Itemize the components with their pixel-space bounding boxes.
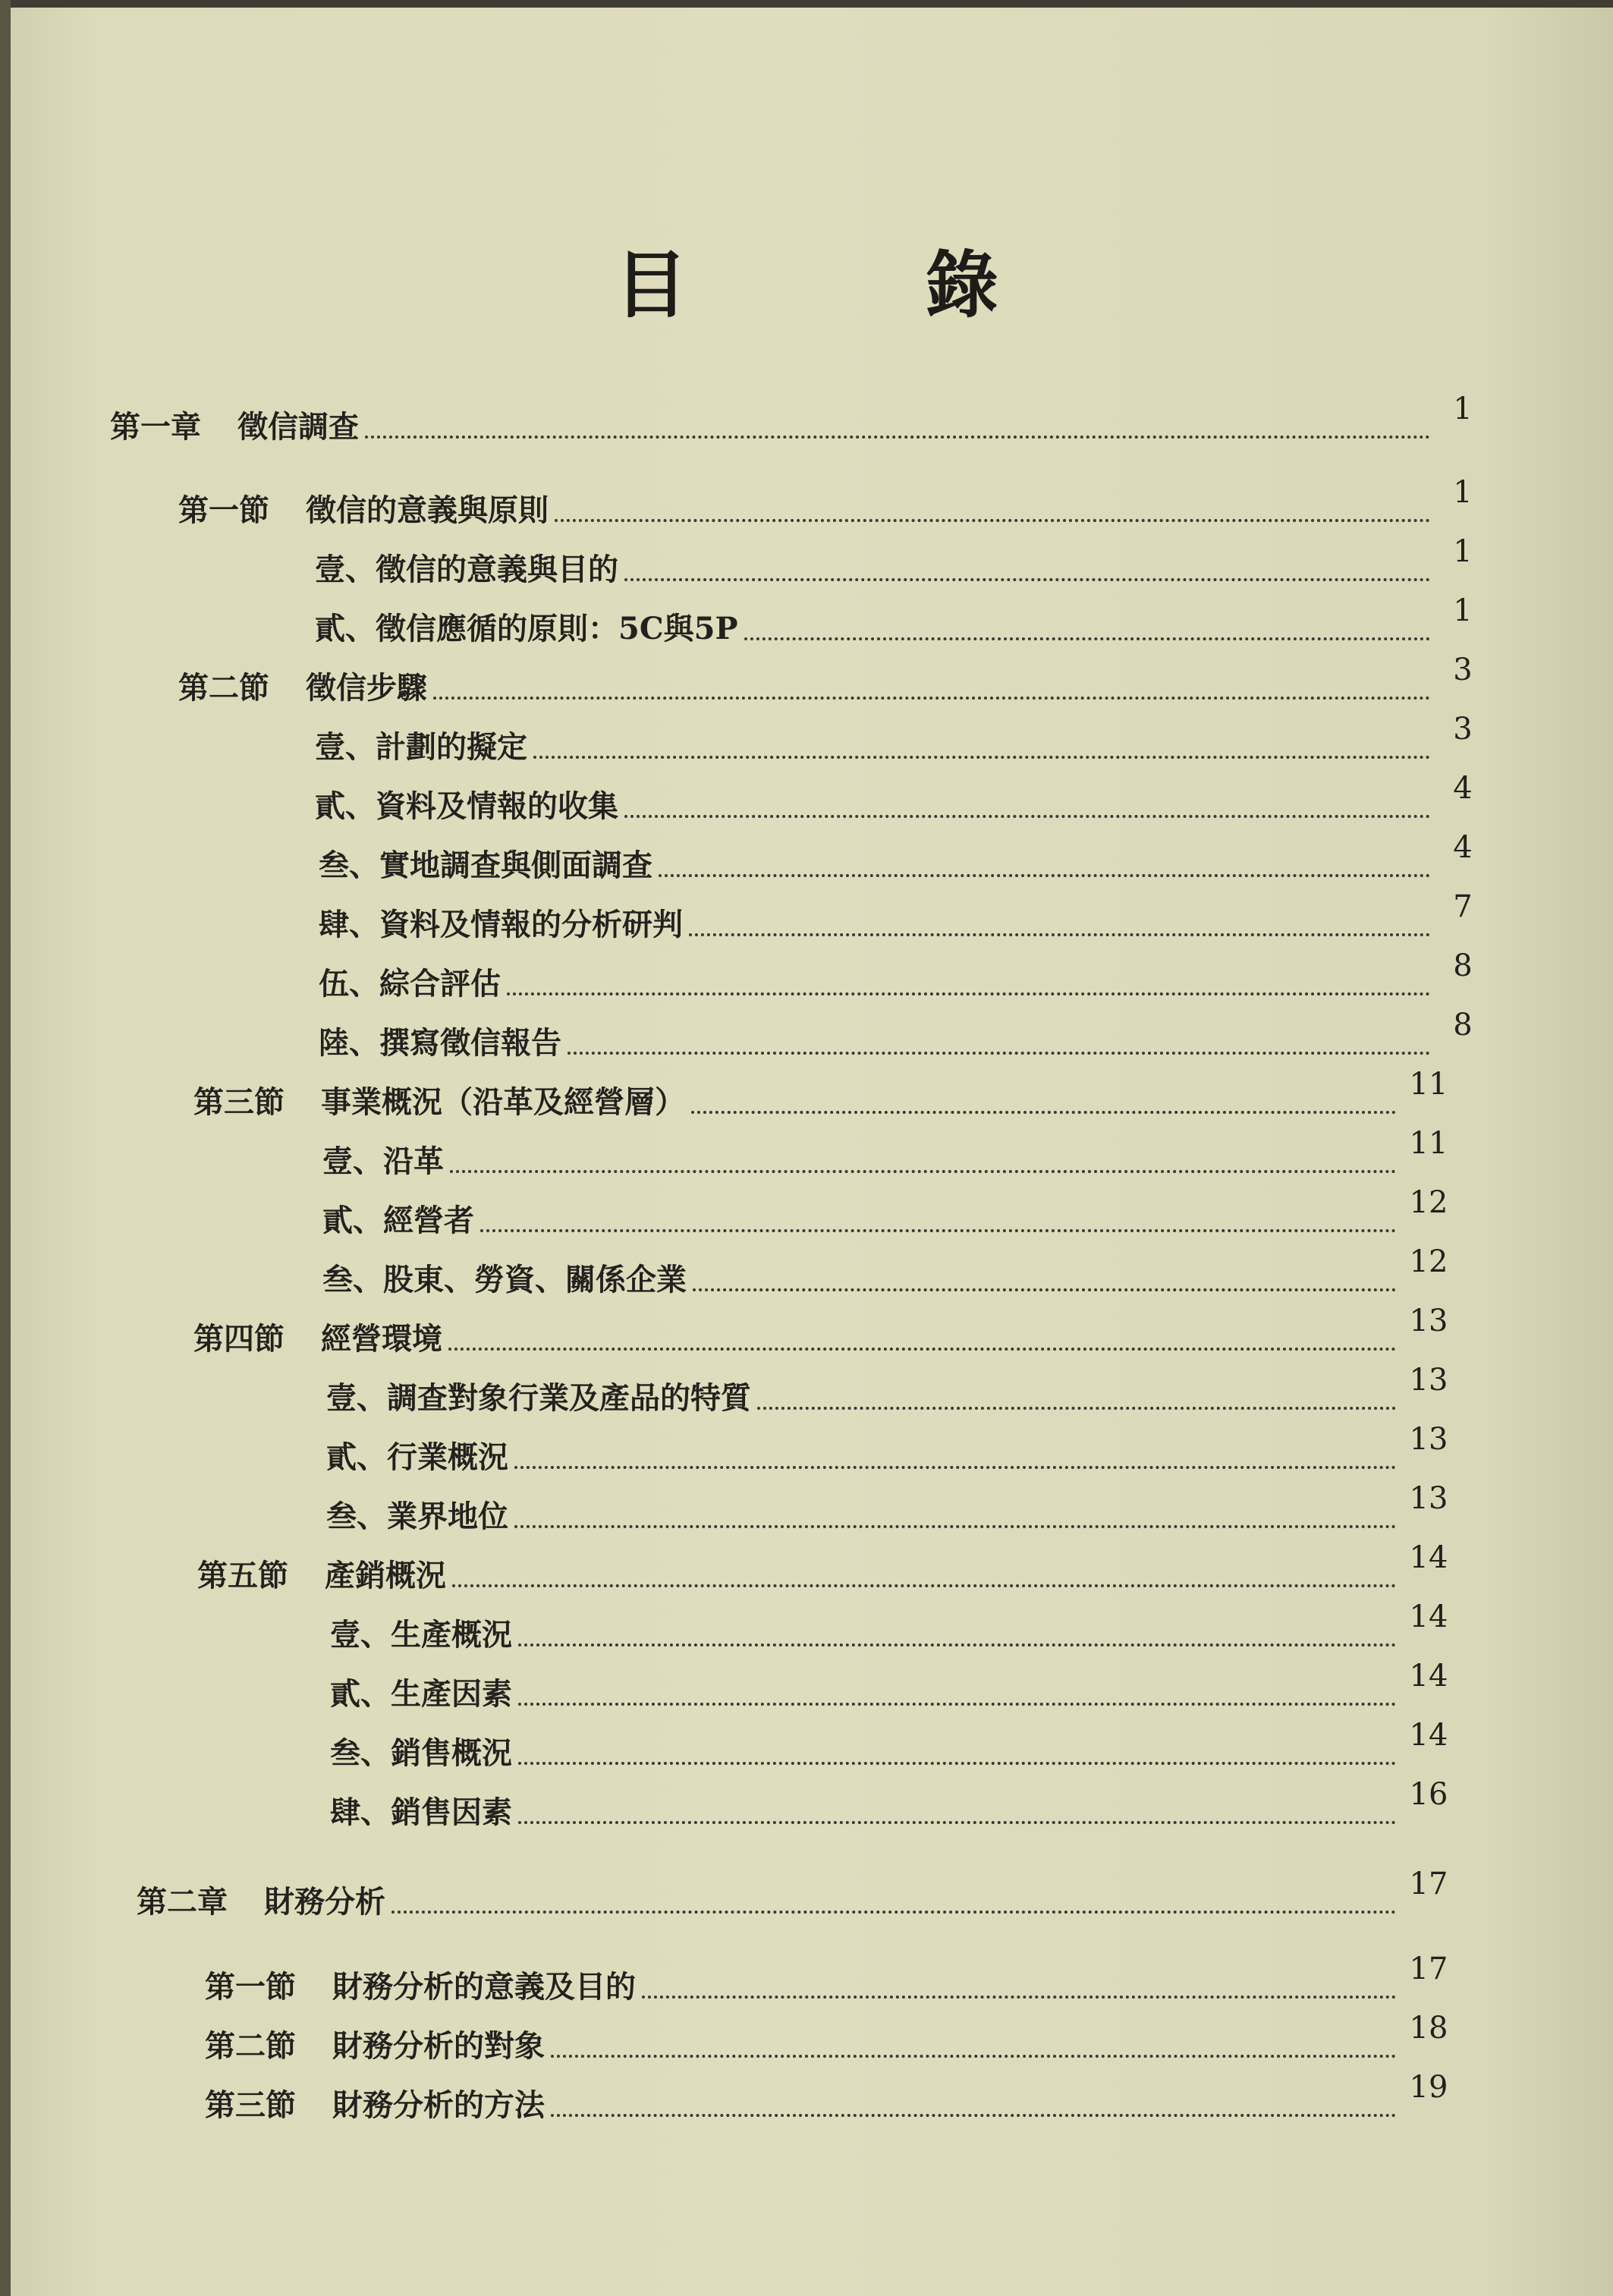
toc-row — [197, 1540, 1448, 1604]
dotted-leader — [551, 2114, 1396, 2117]
toc-row — [330, 1659, 1448, 1722]
toc-entry-title — [319, 967, 501, 1002]
page-number: 13 — [1409, 1363, 1448, 1398]
dotted-leader — [533, 756, 1430, 759]
toc-entry-text: 貳、經營者 — [322, 1203, 474, 1238]
dotted-leader — [757, 1407, 1396, 1410]
dotted-leader — [450, 1170, 1396, 1173]
toc-row — [315, 534, 1473, 598]
toc-entry-text: 肆、銷售因素 — [330, 1794, 512, 1830]
page-number: 13 — [1409, 1422, 1448, 1457]
dotted-leader — [518, 1643, 1396, 1647]
toc-row — [326, 1363, 1448, 1426]
page-number: 8 — [1453, 948, 1473, 983]
page-number: 1 — [1453, 475, 1473, 510]
toc-entry-title — [178, 671, 427, 706]
page-number: 12 — [1409, 1185, 1448, 1220]
toc-entry-title — [330, 1677, 512, 1712]
toc-row — [322, 1244, 1448, 1308]
dotted-leader — [693, 1288, 1396, 1291]
page-number: 4 — [1453, 830, 1473, 865]
dotted-leader — [659, 874, 1430, 877]
toc-entry-text: 徵信步驟 — [306, 670, 427, 706]
toc-row — [319, 889, 1473, 953]
page-number: 13 — [1409, 1481, 1448, 1516]
section-number: 第二節 — [178, 670, 269, 706]
toc-entry-text: 壹、計劃的擬定 — [315, 729, 527, 765]
toc-entry-title — [315, 612, 738, 646]
toc-entry-text: 陸、撰寫徵信報告 — [319, 1025, 561, 1061]
toc-entry-text: 產銷概況 — [325, 1558, 446, 1593]
section-number: 第二節 — [205, 2028, 296, 2064]
dotted-leader — [624, 815, 1430, 818]
scan-edge-left — [0, 0, 11, 2296]
scan-edge-top — [0, 0, 1613, 8]
section-number: 第五節 — [197, 1558, 288, 1593]
toc-row — [205, 2070, 1448, 2134]
toc-entry-title — [193, 1322, 442, 1357]
dotted-leader — [448, 1348, 1396, 1351]
toc-entry-title — [322, 1144, 444, 1179]
toc-entry-title — [322, 1203, 474, 1238]
toc-entry-title — [315, 730, 527, 765]
dotted-leader — [691, 1111, 1396, 1114]
section-number: 第一節 — [205, 1969, 296, 2005]
toc-entry-title — [315, 789, 618, 824]
toc-row — [193, 1067, 1448, 1131]
dotted-leader — [555, 519, 1430, 522]
toc-entry-title — [205, 1970, 636, 2005]
toc-row — [205, 2011, 1448, 2074]
toc-entry-text: 壹、生產概況 — [330, 1617, 512, 1653]
section-number: 第三節 — [193, 1084, 285, 1120]
page-number: 12 — [1409, 1244, 1448, 1279]
toc-row — [319, 830, 1473, 894]
toc-row — [322, 1126, 1448, 1190]
dotted-leader — [624, 578, 1430, 581]
toc-entry-text: 財務分析 — [264, 1884, 385, 1920]
toc-entry-text: 壹、調查對象行業及產品的特質 — [326, 1380, 751, 1416]
page-number: 1 — [1453, 392, 1473, 426]
toc-entry-text: 徵信的意義與原則 — [306, 492, 549, 528]
chapter-number: 第二章 — [137, 1884, 228, 1920]
toc-entry-text: 叁、業界地位 — [326, 1499, 508, 1534]
page-number: 3 — [1453, 653, 1473, 687]
toc-entry-title — [326, 1499, 508, 1534]
toc-row — [330, 1718, 1448, 1782]
toc-row — [319, 948, 1473, 1012]
page-number: 14 — [1409, 1540, 1448, 1575]
toc-row — [178, 475, 1473, 539]
toc-entry-text: 事業概況（沿革及經營層） — [321, 1084, 685, 1120]
page-number: 14 — [1409, 1599, 1448, 1634]
page-number: 11 — [1409, 1067, 1448, 1102]
toc-row — [193, 1304, 1448, 1367]
section-number: 第三節 — [205, 2087, 296, 2123]
dotted-leader — [507, 992, 1430, 995]
dotted-leader — [744, 637, 1430, 640]
dotted-leader — [433, 697, 1430, 700]
page-number: 1 — [1453, 593, 1473, 628]
dotted-leader — [514, 1525, 1396, 1528]
dotted-leader — [642, 1996, 1396, 1999]
toc-row — [330, 1777, 1448, 1841]
page-number: 17 — [1409, 1952, 1448, 1986]
toc-entry-title — [178, 493, 549, 528]
toc-entry-text: 壹、沿革 — [322, 1143, 444, 1179]
toc-entry-title — [322, 1263, 687, 1297]
toc-entry-text: 財務分析的意義及目的 — [332, 1969, 636, 2005]
toc-entry-title — [326, 1440, 508, 1475]
toc-row — [326, 1422, 1448, 1486]
toc-entry-title — [330, 1618, 512, 1653]
toc-entry-text: 肆、資料及情報的分析研判 — [319, 907, 683, 942]
toc-row — [322, 1185, 1448, 1249]
page-number: 16 — [1409, 1777, 1448, 1812]
dotted-leader — [551, 2055, 1396, 2058]
dotted-leader — [518, 1821, 1396, 1824]
section-number: 第四節 — [193, 1321, 285, 1357]
toc-entry-text: 叁、實地調查與側面調查 — [319, 848, 652, 883]
toc-entry-text: 叁、銷售概況 — [330, 1735, 512, 1771]
toc-entry-text: 財務分析的對象 — [332, 2028, 545, 2064]
toc-entry-text: 徵信調查 — [237, 409, 359, 445]
toc-entry-text: 壹、徵信的意義與目的 — [315, 552, 618, 587]
toc-entry-title — [330, 1736, 512, 1771]
dotted-leader — [480, 1229, 1396, 1232]
toc-entry-text: 貳、行業概況 — [326, 1439, 508, 1475]
toc-entry-title — [137, 1885, 385, 1920]
toc-entry-title — [326, 1381, 751, 1416]
toc-entry-title — [330, 1795, 512, 1830]
chapter-row — [137, 1867, 1448, 1930]
page-number: 8 — [1453, 1008, 1473, 1043]
page-number: 3 — [1453, 712, 1473, 747]
page-number: 13 — [1409, 1304, 1448, 1338]
dotted-leader — [365, 436, 1430, 439]
toc-entry-text: 貳、生產因素 — [330, 1676, 512, 1712]
toc-row — [319, 1008, 1473, 1071]
toc-row — [205, 1952, 1448, 2015]
toc-entry-title — [193, 1085, 685, 1120]
page-number: 17 — [1409, 1867, 1448, 1901]
dotted-leader — [518, 1762, 1396, 1765]
toc-entry-title — [315, 552, 618, 587]
toc-row — [315, 593, 1473, 657]
page-number: 11 — [1409, 1126, 1448, 1161]
toc-entry-title — [110, 410, 359, 445]
toc-entry-title — [197, 1558, 446, 1593]
toc-entry-text: 伍、綜合評估 — [319, 966, 501, 1002]
toc-row — [315, 712, 1473, 775]
page-number: 14 — [1409, 1718, 1448, 1753]
toc-entry-text: 貳、資料及情報的收集 — [315, 788, 618, 824]
toc-entry-title — [205, 2088, 545, 2123]
page-number: 18 — [1409, 2011, 1448, 2046]
toc-entry-title — [205, 2029, 545, 2064]
toc-entry-text: 貳、徵信應循的原則：5C與5P — [315, 611, 738, 646]
section-number: 第一節 — [178, 492, 269, 528]
toc-entry-text: 經營環境 — [321, 1321, 442, 1357]
page-number: 19 — [1409, 2070, 1448, 2105]
toc-entry-title — [319, 848, 652, 883]
dotted-leader — [689, 933, 1430, 936]
chapter-row — [110, 392, 1473, 455]
toc-entry-title — [319, 907, 683, 942]
toc-row — [315, 771, 1473, 835]
page-number: 14 — [1409, 1659, 1448, 1694]
dotted-leader — [514, 1466, 1396, 1469]
dotted-leader — [452, 1584, 1396, 1587]
toc-row — [326, 1481, 1448, 1545]
page-number: 1 — [1453, 534, 1473, 569]
dotted-leader — [391, 1911, 1396, 1914]
page-number: 4 — [1453, 771, 1473, 806]
toc-entry-text: 財務分析的方法 — [332, 2087, 545, 2123]
toc-row — [330, 1599, 1448, 1663]
toc-entry-title — [319, 1026, 561, 1061]
page-title: 目 錄 — [615, 242, 1105, 328]
toc-entry-text: 叁、股東、勞資、關係企業 — [322, 1262, 687, 1297]
toc-row — [178, 653, 1473, 716]
dotted-leader — [518, 1703, 1396, 1706]
chapter-number: 第一章 — [110, 409, 201, 445]
dotted-leader — [568, 1052, 1430, 1055]
page-number: 7 — [1453, 889, 1473, 924]
